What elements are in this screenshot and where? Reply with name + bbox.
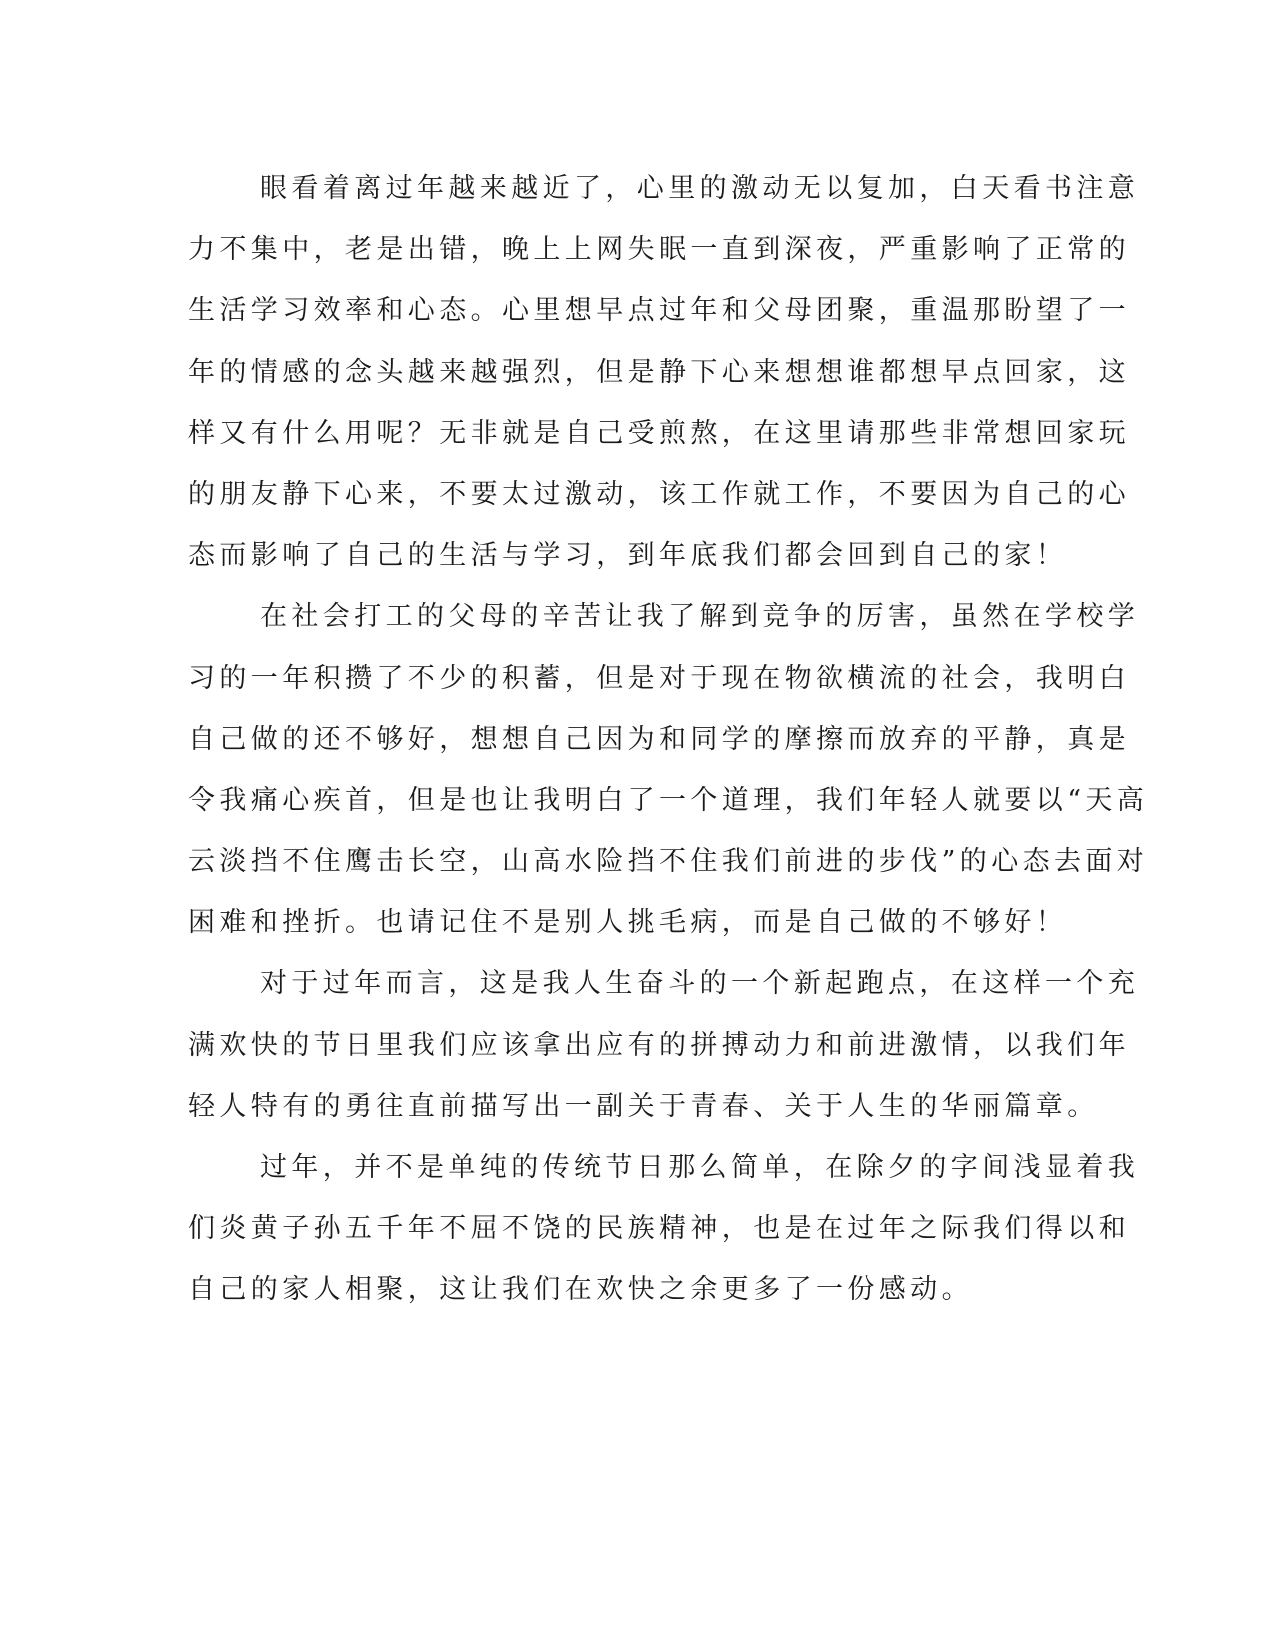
paragraph-line: 力不集中，老是出错，晚上上网失眠一直到深夜，严重影响了正常的 <box>188 234 1130 266</box>
paragraph-line: 满欢快的节日里我们应该拿出应有的拼搏动力和前进激情，以我们年 <box>188 1029 1130 1061</box>
document-body <box>188 158 1149 1321</box>
paragraph-line: 自己做的还不够好，想想自己因为和同学的摩擦而放弃的平静，真是 <box>188 723 1130 755</box>
paragraph-line: 习的一年积攒了不少的积蓄，但是对于现在物欲横流的社会，我明白 <box>188 662 1130 694</box>
paragraph-line: 云淡挡不住鹰击长空，山高水险挡不住我们前进的步伐”的心态去面对 <box>188 846 1149 878</box>
paragraph-3 <box>188 953 1140 1137</box>
paragraph-line: 们炎黄子孙五千年不屈不饶的民族精神，也是在过年之际我们得以和 <box>188 1213 1130 1245</box>
paragraph-line: 的朋友静下心来，不要太过激动，该工作就工作，不要因为自己的心 <box>188 478 1130 510</box>
paragraph-line: 轻人特有的勇往直前描写出一副关于青春、关于人生的华丽篇章。 <box>188 1090 1099 1122</box>
paragraph-line: 令我痛心疾首，但是也让我明白了一个道理，我们年轻人就要以“天高 <box>188 784 1149 816</box>
paragraph-line: 在社会打工的父母的辛苦让我了解到竞争的厉害，虽然在学校学 <box>260 601 1140 633</box>
paragraph-line: 态而影响了自己的生活与学习，到年底我们都会回到自己的家！ <box>188 540 1068 572</box>
paragraph-line: 生活学习效率和心态。心里想早点过年和父母团聚，重温那盼望了一 <box>188 295 1130 327</box>
paragraph-line: 困难和挫折。也请记住不是别人挑毛病，而是自己做的不够好！ <box>188 907 1068 939</box>
paragraph-line: 对于过年而言，这是我人生奋斗的一个新起跑点，在这样一个充 <box>260 968 1140 1000</box>
paragraph-line: 眼看着离过年越来越近了，心里的激动无以复加，白天看书注意 <box>260 173 1140 204</box>
paragraph-2 <box>188 586 1149 953</box>
paragraph-line: 自己的家人相聚，这让我们在欢快之余更多了一份感动。 <box>188 1274 973 1306</box>
paragraph-line: 样又有什么用呢？无非就是自己受煎熬，在这里请那些非常想回家玩 <box>188 417 1130 449</box>
paragraph-4 <box>188 1137 1140 1321</box>
paragraph-1 <box>188 158 1140 586</box>
paragraph-line: 过年，并不是单纯的传统节日那么简单，在除夕的字间浅显着我 <box>260 1152 1140 1183</box>
paragraph-line: 年的情感的念头越来越强烈，但是静下心来想想谁都想早点回家，这 <box>188 356 1130 388</box>
